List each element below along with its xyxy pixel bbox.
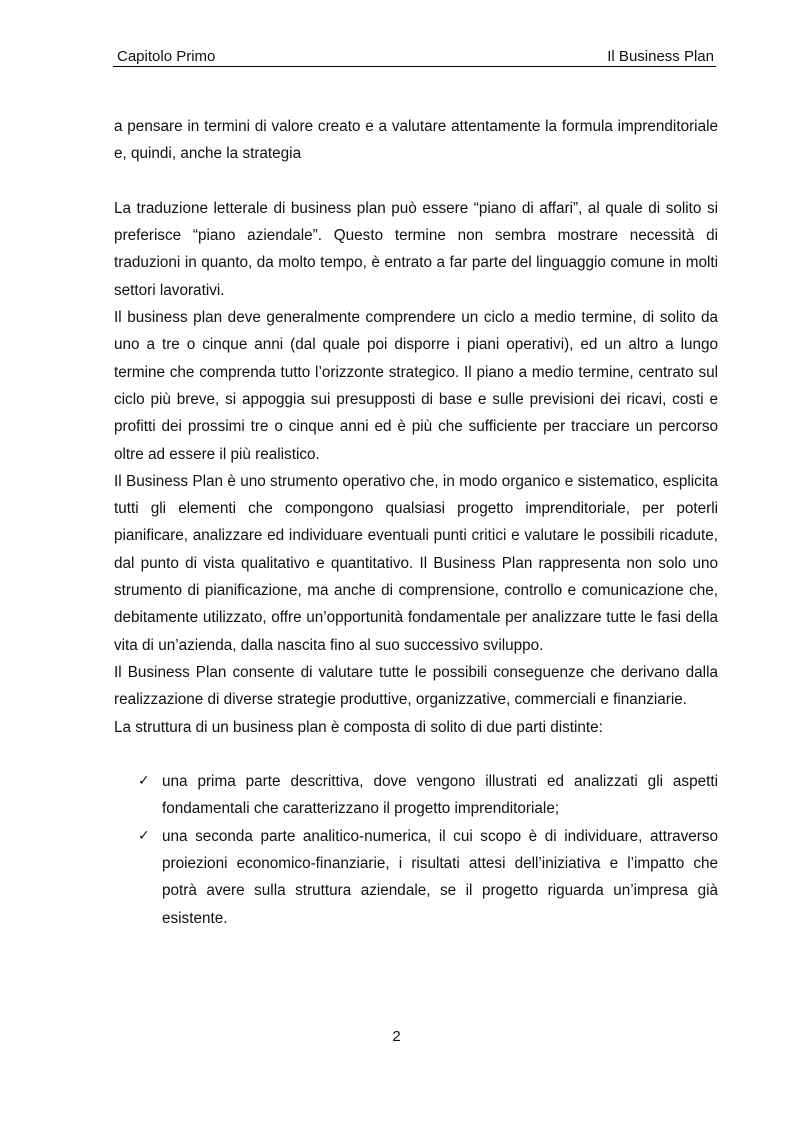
paragraph: Il Business Plan è uno strumento operativo che, in modo organico e sistematico, esplicita tutti gli elementi che compongono qualsiasi progetto imprenditoriale, per poterli pianificare, analizzare ed individuare eventuali punti critici e valutare le possibili ricadute, dal punto di vista qualitativo e quantitativo. Il Business Plan rappresenta non solo uno strumento di pianificazione, ma anche di comprensione, controllo e comunicazione che, debitamente utilizzato, offre un’opportunità fondamentale per analizzare tutte le fasi della vita di un’azienda, dalla nascita fino al suo successivo sviluppo. xyxy=(114,472,718,654)
list-item xyxy=(114,823,718,932)
page-number: 2 xyxy=(392,1028,401,1045)
paragraph: Il business plan deve generalmente comprendere un ciclo a medio termine, di solito da uno a tre o cinque anni (dal quale poi disporre i piani operativi), ed un altro a lungo termine che comprenda tutto l’orizzonte strategico. Il piano a medio termine, centrato sul ciclo più breve, si appoggia sui presupposti di base e sulle previsioni dei ricavi, costi e profitti dei prossimi tre o cinque anni ed è più che sufficiente per tracciare un percorso oltre ad essere il più realistico. xyxy=(114,309,718,463)
document-body xyxy=(114,113,718,932)
bullet-list xyxy=(114,768,718,932)
list-item xyxy=(114,768,718,823)
paragraph-spacer xyxy=(114,168,718,195)
paragraph: a pensare in termini di valore creato e a valutare attentamente la formula imprenditoriale e, quindi, anche la strategia xyxy=(114,118,718,163)
checkmark-icon: ✓ xyxy=(138,827,150,844)
list-item-text: una seconda parte analitico-numerica, il cui scopo è di individuare, attraverso proiezioni economico-finanziarie, i risultati attesi dell’iniziativa e l’impatto che potrà avere sulla struttura aziendale, se il progetto riguarda un’impresa già esistente. xyxy=(162,827,718,927)
paragraph: La traduzione letterale di business plan può essere “piano di affari”, al quale di solito si preferisce “piano aziendale”. Questo termine non sembra mostrare necessità di traduzioni in quanto, da molto tempo, è entrato a far parte del linguaggio comune in molti settori lavorativi. xyxy=(114,199,718,299)
checkmark-icon: ✓ xyxy=(138,773,150,790)
paragraph: La struttura di un business plan è composta di solito di due parti distinte: xyxy=(114,718,603,736)
section-title: Il Business Plan xyxy=(607,48,714,65)
page-header xyxy=(113,46,716,67)
chapter-title: Capitolo Primo xyxy=(117,48,216,65)
paragraph: Il Business Plan consente di valutare tutte le possibili conseguenze che derivano dalla realizzazione di diverse strategie produttive, organizzative, commerciali e finanziarie. xyxy=(114,663,718,709)
list-item-text: una prima parte descrittiva, dove vengono illustrati ed analizzati gli aspetti fondamentali che caratterizzano il progetto imprenditoriale; xyxy=(162,773,718,818)
paragraph-spacer xyxy=(114,741,718,768)
